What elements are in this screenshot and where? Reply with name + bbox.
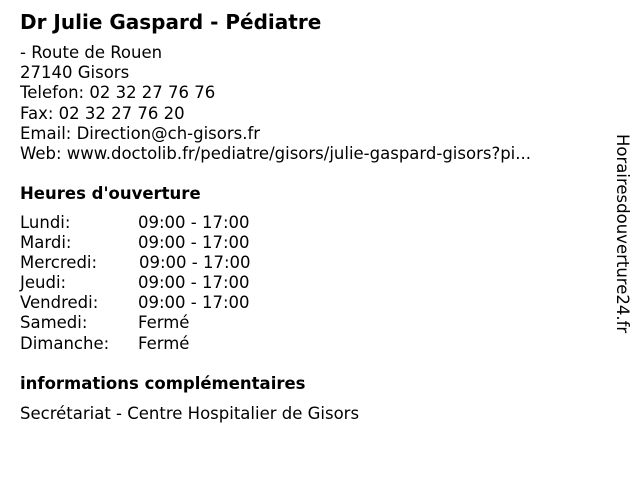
contact-email: Email: Direction@ch-gisors.fr	[20, 123, 261, 143]
hours-day: Samedi:	[20, 313, 88, 333]
hours-time: 09:00 - 17:00	[139, 253, 251, 273]
hours-day: Dimanche:	[20, 333, 110, 353]
hours-day: Mardi:	[20, 233, 72, 253]
side-brand-watermark: Horairesdouverture24.fr	[613, 134, 632, 334]
info-text: Secrétariat - Centre Hospitalier de Gisors	[20, 404, 360, 423]
page-title: Dr Julie Gaspard - Pédiatre	[20, 10, 322, 34]
hours-time: Fermé	[138, 313, 190, 333]
hours-time: 09:00 - 17:00	[138, 213, 250, 232]
hours-day: Jeudi:	[20, 273, 67, 293]
contact-block	[20, 43, 531, 164]
hours-time: 09:00 - 17:00	[138, 293, 250, 313]
hours-day: Lundi:	[20, 213, 71, 232]
contact-phone: Telefon: 02 32 27 76 76	[20, 83, 216, 103]
hours-time: 09:00 - 17:00	[138, 273, 250, 293]
hours-time: 09:00 - 17:00	[138, 233, 250, 253]
hours-day: Mercredi:	[20, 253, 98, 273]
contact-city: 27140 Gisors	[20, 63, 130, 83]
contact-street: - Route de Rouen	[20, 43, 163, 62]
contact-fax: Fax: 02 32 27 76 20	[20, 103, 185, 123]
info-heading: informations complémentaires	[20, 374, 306, 393]
hours-heading: Heures d'ouverture	[20, 184, 201, 203]
hours-time: Fermé	[138, 333, 190, 353]
contact-web: Web: www.doctolib.fr/pediatre/gisors/julie-gaspard-gisors?pi...	[20, 144, 532, 164]
hours-day: Vendredi:	[20, 293, 99, 313]
